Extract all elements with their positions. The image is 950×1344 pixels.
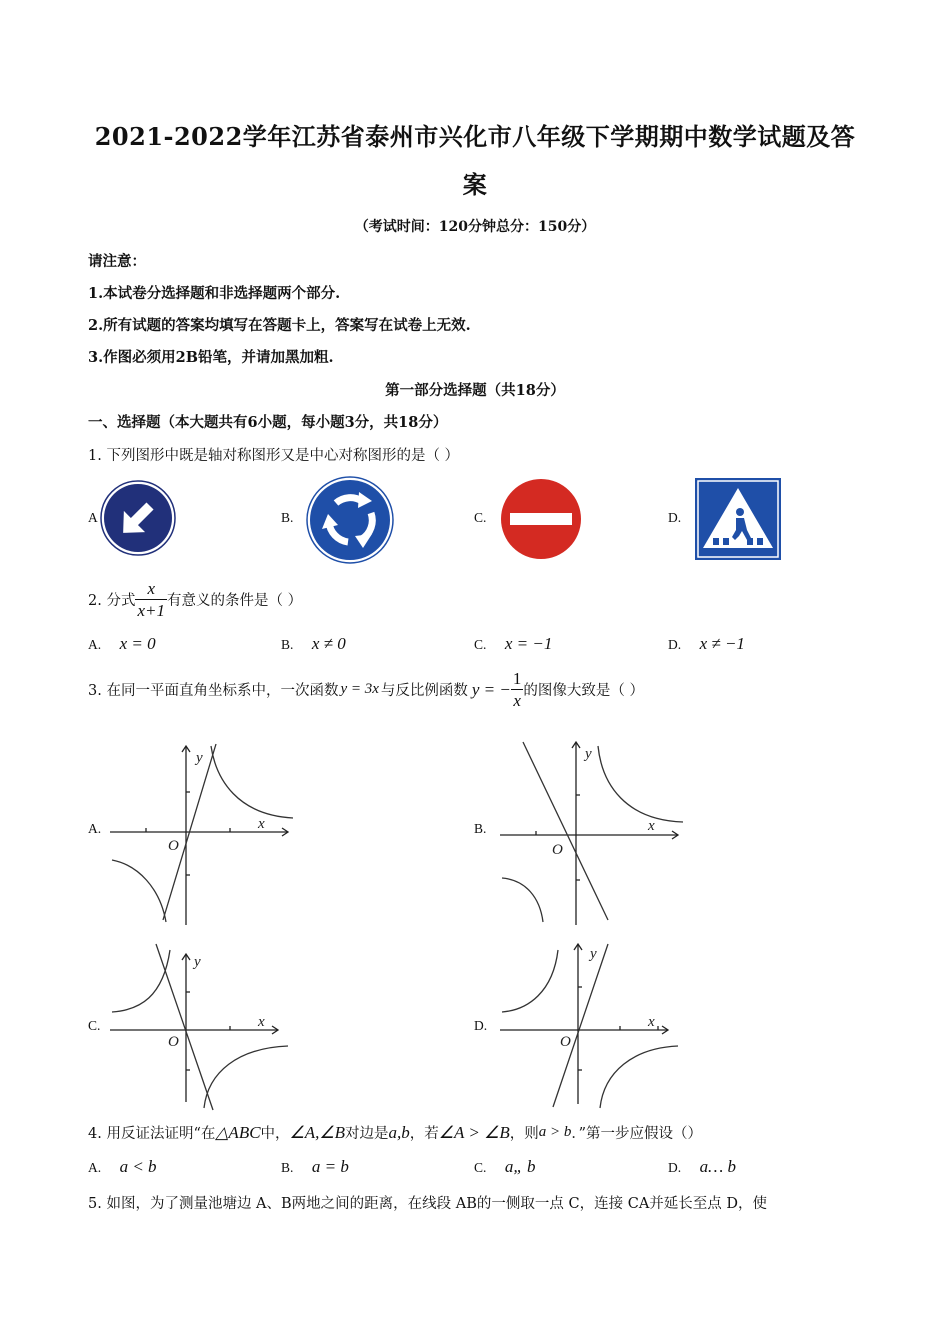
q1-option-b-label: B. (281, 510, 294, 525)
pedestrian-crossing-sign-icon (695, 478, 781, 560)
q4-option-d-math: a… b (699, 1157, 736, 1176)
q4-stem (88, 1122, 702, 1143)
q2-option-a (88, 634, 156, 654)
q4-option-a-label: A. (88, 1160, 102, 1175)
q4-option-c-math: a„ b (504, 1157, 536, 1176)
q3-graph-a-y-label: y (196, 750, 203, 766)
q2-option-d-math: x ≠ −1 (699, 634, 745, 653)
notice-item-1: 1.本试卷分选择题和非选择题两个部分. (88, 285, 341, 302)
q4-stem-after: ．”第一步应假设（） (571, 1126, 703, 1142)
q4-stem-before: 4. 用反证法证明“在 (88, 1126, 216, 1142)
q2-option-b (281, 634, 346, 654)
q2-stem-after: 有意义的条件是（ ） (166, 593, 303, 610)
q3-graph-b (498, 740, 688, 925)
q3-graph-b-y-label: y (585, 746, 592, 762)
roundabout-sign-icon (306, 476, 394, 564)
q3-graph-b-label: B. (474, 821, 487, 836)
q2-stem (88, 578, 302, 622)
q3-graph-d-label: D. (474, 1018, 488, 1033)
q3-graph-d-x-label: x (648, 1014, 655, 1030)
q1-option-a-label: A (88, 510, 98, 525)
notice-item-3: 3.作图必须用2B铅笔，并请加黑加粗. (88, 349, 334, 366)
notice-item-2: 2.所有试题的答案均填写在答题卡上，答案写在试卷上无效. (88, 317, 471, 334)
q4-option-d (668, 1157, 736, 1177)
q4-option-a (88, 1157, 157, 1177)
q3-graph-d-y-label: y (590, 946, 597, 962)
q2-option-d-label: D. (668, 637, 682, 652)
q1-option-c-label: C. (474, 510, 487, 525)
q2-stem-before: 2. 分式 (88, 593, 136, 610)
q3-graph-d (498, 942, 688, 1112)
q3-stem-mid: 与反比例函数 (380, 683, 468, 700)
q2-option-c-math: x = −1 (504, 634, 553, 653)
q3-graph-c-x-label: x (258, 1014, 265, 1030)
notice-heading: 请注意： (88, 253, 146, 270)
q3-fraction-numerator: 1 (512, 669, 522, 688)
q4-stem-mid3: ，若 (409, 1126, 439, 1142)
arrow-sign-icon (100, 479, 178, 557)
q3-fraction (511, 668, 524, 712)
q3-graph-a (108, 740, 298, 925)
q2-option-d (668, 634, 745, 654)
q5-stem: 5. 如图，为了测量池塘边 A、B两地之间的距离，在线段 AB的一侧取一点 C，连接 CA并延长至点 D，使 (88, 1196, 768, 1212)
q3-graph-c-y-label: y (194, 954, 201, 970)
section1-title: 一、选择题（本大题共有6小题，每小题3分，共18分） (88, 414, 448, 431)
q4-option-d-label: D. (668, 1160, 682, 1175)
q3-graph-c (108, 942, 298, 1112)
q2-option-a-label: A. (88, 637, 102, 652)
q2-fraction (135, 578, 167, 622)
q2-option-a-math: x = 0 (119, 634, 156, 653)
q4-option-c-label: C. (474, 1160, 487, 1175)
document-title-line1: 2021-2022学年江苏省泰州市兴化市八年级下学期期中数学试题及答 (94, 122, 856, 151)
q3-graph-a-label: A. (88, 821, 102, 836)
q3-fraction-denominator: x (511, 689, 524, 711)
q2-fraction-numerator: x (147, 579, 155, 598)
q2-option-b-label: B. (281, 637, 294, 652)
q3-graph-d-origin: O (560, 1034, 571, 1050)
q4-sides: a,b (388, 1122, 410, 1142)
q3-graph-c-label: C. (88, 1018, 101, 1033)
q3-graph-b-x-label: x (648, 818, 655, 834)
q3-graph-a-origin: O (168, 838, 179, 854)
q2-option-b-math: x ≠ 0 (311, 634, 346, 653)
part1-title: 第一部分选择题（共18分） (385, 382, 565, 399)
q1-stem: 1. 下列图形中既是轴对称图形又是中心对称图形的是（ ） (88, 448, 460, 464)
q4-angles: ∠A,∠B (289, 1122, 346, 1142)
q2-option-c (474, 634, 552, 654)
q4-stem-mid1: 中， (260, 1126, 290, 1142)
q3-graph-b-origin: O (552, 842, 563, 858)
q4-option-b (281, 1157, 349, 1177)
q3-stem-after: 的图像大致是（ ） (523, 683, 644, 700)
q4-triangle: △ABC (215, 1122, 261, 1142)
q4-conclusion: a > b (538, 1124, 572, 1140)
q3-graph-a-x-label: x (258, 816, 265, 832)
q3-graph-c-origin: O (168, 1034, 179, 1050)
q2-fraction-denominator: x+1 (137, 601, 165, 621)
q4-option-b-math: a = b (311, 1157, 349, 1176)
q4-option-c (474, 1157, 536, 1177)
q4-condition: ∠A > ∠B (438, 1122, 510, 1142)
exam-info: （考试时间：120分钟总分：150分） (354, 219, 596, 235)
q3-linear-function: y = 3x (340, 681, 379, 698)
q4-stem-mid2: 对边是 (345, 1126, 389, 1142)
q3-stem (88, 668, 644, 712)
document-title-line2: 案 (462, 170, 488, 199)
q4-option-b-label: B. (281, 1160, 294, 1175)
q1-option-d-label: D. (668, 510, 682, 525)
q3-stem-before: 3. 在同一平面直角坐标系中，一次函数 (88, 683, 339, 700)
q2-option-c-label: C. (474, 637, 487, 652)
q4-stem-mid4: ，则 (509, 1126, 539, 1142)
no-entry-sign-icon (500, 478, 582, 560)
q4-option-a-math: a < b (119, 1157, 157, 1176)
q3-inverse-prefix: y = − (471, 679, 511, 699)
